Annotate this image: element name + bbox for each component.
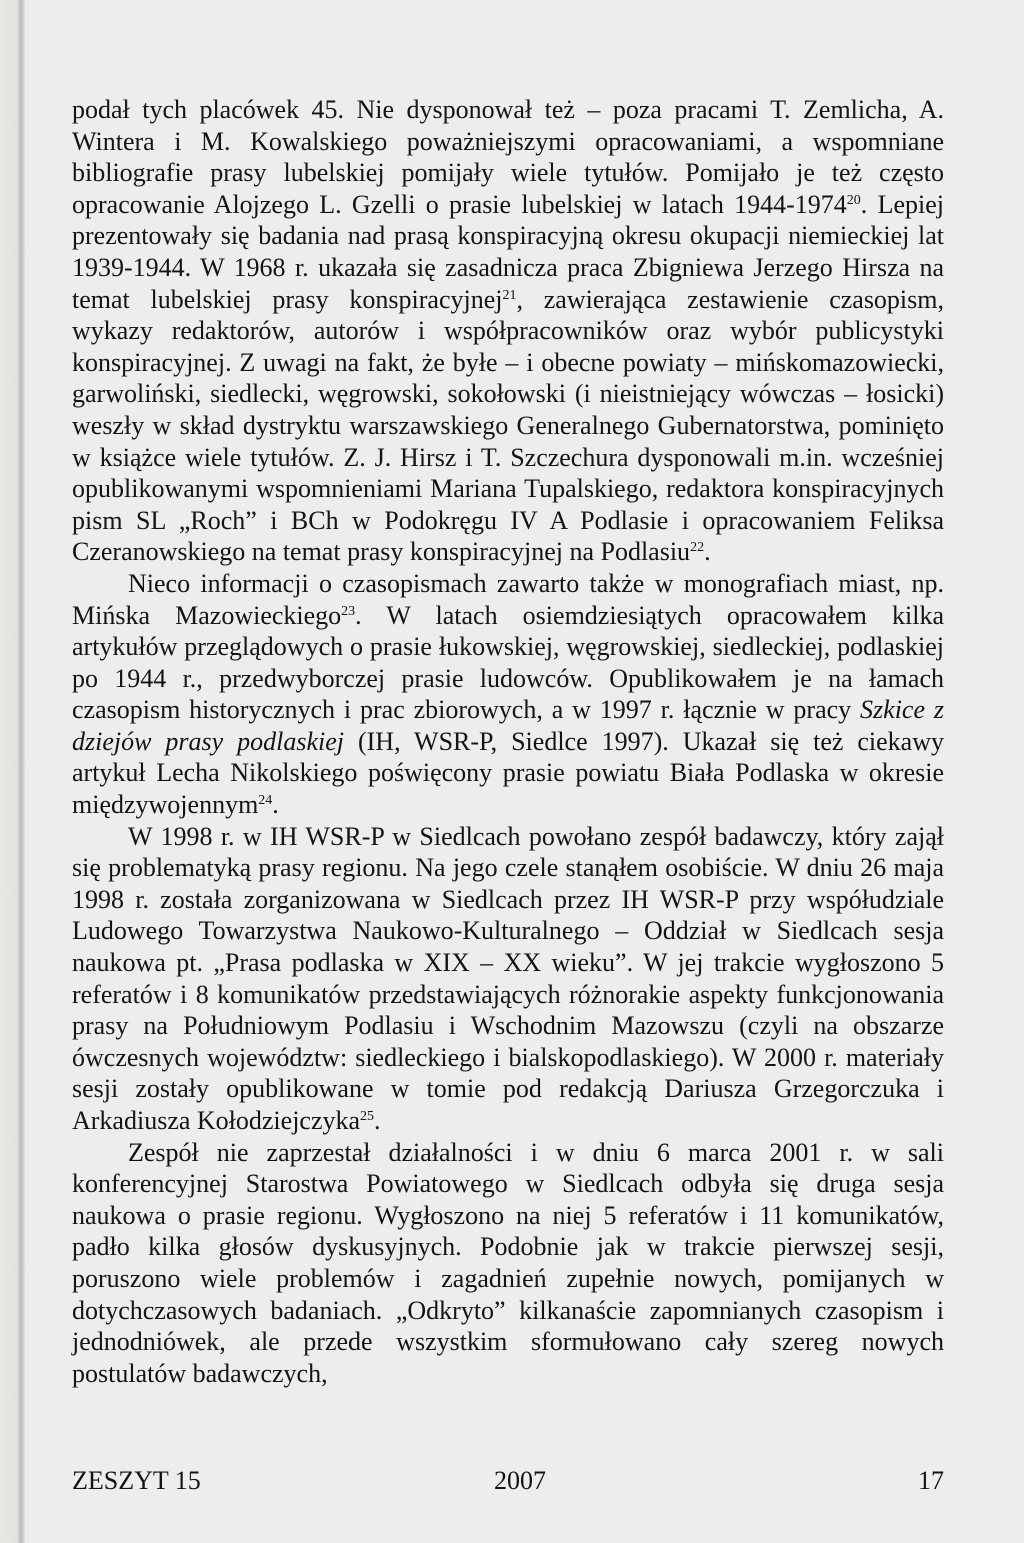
- text-run: . Lepiej prezentowały się badania nad prasą konspiracyjną okresu okupacji niemieckiej lat 1939-1944. W 1968 r. ukazała się zasadnicza praca Zbigniewa Jerzego Hirsza na temat lubelskiej prasy konspiracyjnej: [72, 189, 944, 314]
- paragraph-3: [72, 821, 944, 1137]
- text-run: Nieco informacji o czasopismach zawarto także w monografiach miast, np. Mińska Mazowieckiego: [72, 568, 944, 630]
- paragraph-1: [72, 94, 944, 568]
- text-run: podał tych placówek 45. Nie dysponował też – poza pracami T. Zemlicha, A. Wintera i M. Kowalskiego poważniejszymi opracowaniami, a wspomniane bibliografie prasy lubelskiej pomijały wiele tytułów. Pomijało je też często opracowanie Alojzego L. Gzelli o prasie lubelskiej w latach 1944-1974: [72, 95, 944, 219]
- paragraph-4: [72, 1137, 944, 1390]
- text-run: (IH, WSR-P, Siedlce 1997). Ukazał się też ciekawy artykuł Lecha Nikolskiego poświęcony prasie powiatu Biała Podlaska w okresie międzywojennym: [72, 726, 945, 820]
- body-text: [72, 94, 944, 1389]
- book-title-italic: Szkice z dziejów prasy podlaskiej: [72, 695, 944, 756]
- footnote-ref-23: 23: [341, 603, 356, 619]
- text-run: W 1998 r. w IH WSR-P w Siedlcach powołano zespół badawczy, który zajął się problematyką prasy regionu. Na jego czele stanąłem osobiście. W dniu 26 maja 1998 r. została zorganizowana w Siedlcach przez IH WSR-P przy współudziale Ludowego Towarzystwa Naukowo-Kulturalnego – Oddział w Siedlcach sesja naukowa pt. „Prasa podlaska w XIX – XX wieku”. W jej trakcie wygłoszono 5 referatów i 8 komunikatów przedstawiających różnorakie aspekty funkcjonowania prasy na Południowym Podlasiu i Wschodnim Mazowszu (czyli na obszarze ówczesnych województw: siedleckiego i bialskopodlaskiego). W 2000 r. materiały sesji zostały opublikowane w tomie pod redakcją Dariusza Grzegorczuka i Arkadiusza Kołodziejczyka: [72, 821, 944, 1135]
- page-footer: [72, 1466, 944, 1500]
- footnote-ref-21: 21: [502, 287, 517, 303]
- footnote-ref-20: 20: [846, 192, 861, 208]
- footer-year: 2007: [494, 1466, 546, 1495]
- text-run: . W latach osiemdziesiątych opracowałem kilka artykułów przeglądowych o prasie łukowskiej, węgrowskiej, siedleckiej, podlaskiej po 1944 r., przedwyborczej prasie ludowców. Opublikowałem je na łamach czasopism historycznych i prac zbiorowych, a w 1997 r. łącznie w pracy: [72, 600, 944, 725]
- paragraph-2: [72, 568, 944, 821]
- footnote-ref-24: 24: [258, 793, 273, 809]
- text-run: .: [272, 790, 279, 820]
- text-run: .: [374, 1106, 381, 1135]
- footnote-ref-25: 25: [360, 1109, 375, 1124]
- footer-series: ZESZYT 15: [72, 1466, 201, 1495]
- text-run: Zespół nie zaprzestał działalności i w dniu 6 marca 2001 r. w sali konferencyjnej Starostwa Powiatowego w Siedlcach odbyła się druga sesja naukowa o prasie regionu. Wygłoszono na niej 5 referatów i 11 komunikatów, padło kilka głosów dyskusyjnych. Podobnie jak w trakcie pierwszej sesji, poruszono wiele problemów i zagadnień zupełnie nowych, pomijanych w dotychczasowych badaniach. „Odkryto” kilkanaście zapomnianych czasopism i jednodniówek, ale przede wszystkim sformułowano cały szereg nowych postulatów badawczych,: [72, 1137, 944, 1388]
- page-binding-edge: [0, 0, 26, 1543]
- text-run: .: [704, 537, 711, 567]
- footnote-ref-22: 22: [690, 540, 705, 556]
- footer-page-number: 17: [918, 1466, 944, 1495]
- text-run: , zawierająca zestawienie czasopism, wykazy redaktorów, autorów i współpracowników oraz wybór publicystyki konspiracyjnej. Z uwagi na fakt, że byłe – i obecne powiaty – mińskomazowiecki, garwoliński, siedlecki, węgrowski, sokołowski (i nieistniejący wówczas – łosicki) weszły w skład dystryktu warszawskiego Generalnego Gubernatorstwa, pominięto w książce wiele tytułów. Z. J. Hirsz i T. Szczechura dysponowali m.in. wcześniej opublikowanymi wspomnieniami Mariana Tupalskiego, redaktora konspiracyjnych pism SL „Roch” i BCh w Podokręgu IV A Podlasie i opracowaniem Feliksa Czeranowskiego na temat prasy konspiracyjnej na Podlasiu: [72, 284, 944, 567]
